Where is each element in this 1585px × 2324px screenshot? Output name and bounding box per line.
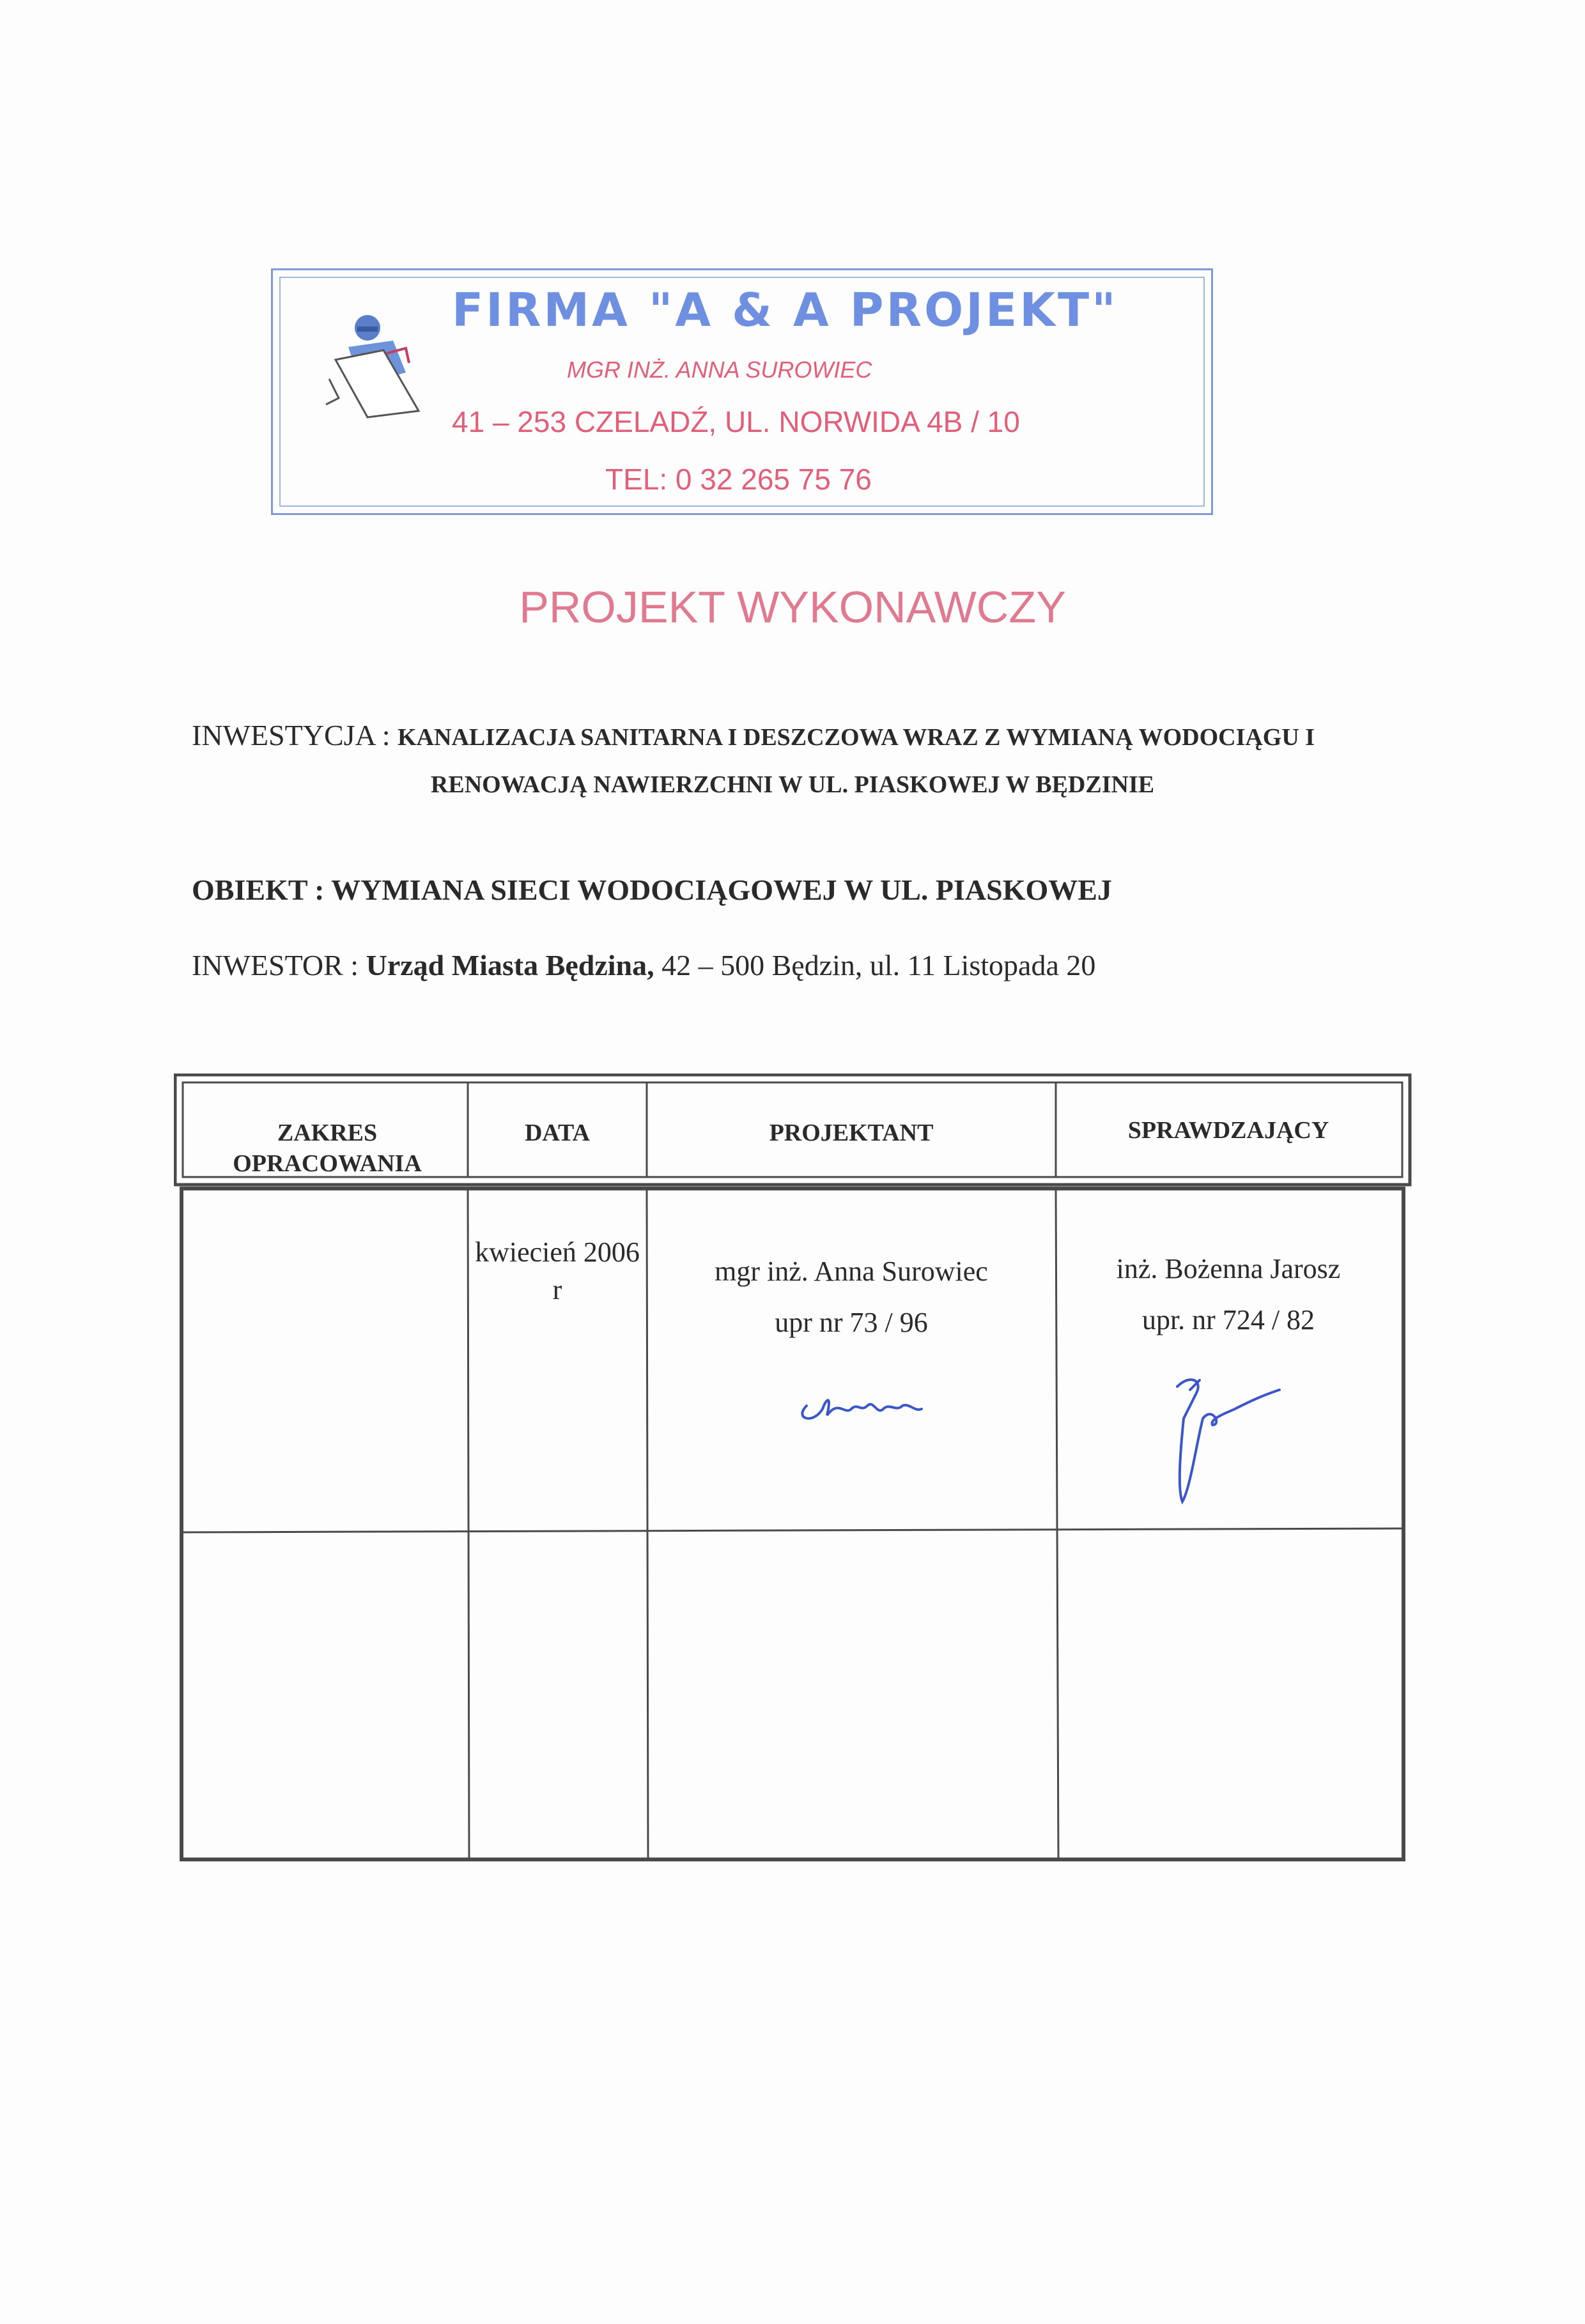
firm-name: FIRMA "A & A PROJEKT" (452, 283, 1118, 337)
firm-address: 41 – 253 CZELADŹ, UL. NORWIDA 4B / 10 (452, 405, 1020, 438)
projektant-signature (787, 1380, 941, 1431)
header-sprawdzajacy: SPRAWDZAJĄCY (1127, 1117, 1329, 1144)
cell-projektant-name: mgr inż. Anna Surowiec (715, 1256, 988, 1287)
letterhead (271, 268, 1213, 515)
designer-logo-icon (323, 302, 425, 424)
inwestor-name: Urząd Miasta Będzina, (366, 949, 654, 981)
header-projektant: PROJEKTANT (769, 1120, 934, 1146)
inwestor-label: INWESTOR : (192, 949, 359, 981)
cell-data: kwiecień 2006 r (475, 1236, 640, 1306)
inwestycja-value-2: RENOWACJĄ NAWIERZCHNI W UL. PIASKOWEJ W BĘDZINIE (430, 771, 1155, 798)
cell-projektant-upr: upr nr 73 / 96 (775, 1307, 928, 1338)
header-zakres: ZAKRES OPRACOWANIA (233, 1120, 422, 1177)
obiekt-label: OBIEKT : (192, 873, 325, 906)
firm-phone: TEL: 0 32 265 75 76 (605, 463, 872, 496)
obiekt-line (192, 873, 1112, 907)
cell-sprawdzajacy-upr: upr. nr 724 / 82 (1141, 1304, 1315, 1335)
cell-sprawdzajacy-name: inż. Bożenna Jarosz (1116, 1253, 1341, 1284)
document-title: PROJEKT WYKONAWCZY (519, 582, 1066, 632)
firm-owner: MGR INŻ. ANNA SUROWIEC (567, 357, 872, 383)
inwestycja-line (192, 718, 1315, 752)
signature-table (174, 1074, 1412, 1863)
inwestycja-label: INWESTYCJA : (192, 719, 390, 751)
inwestor-line (192, 948, 1095, 982)
sprawdzajacy-signature (1152, 1361, 1292, 1514)
header-data: DATA (524, 1120, 591, 1146)
obiekt-value: WYMIANA SIECI WODOCIĄGOWEJ W UL. PIASKOWEJ (331, 873, 1112, 906)
inwestycja-value-1: KANALIZACJA SANITARNA I DESZCZOWA WRAZ Z WYMIANĄ WODOCIĄGU I (398, 724, 1315, 751)
inwestor-address: 42 – 500 Będzin, ul. 11 Listopada 20 (661, 949, 1096, 981)
